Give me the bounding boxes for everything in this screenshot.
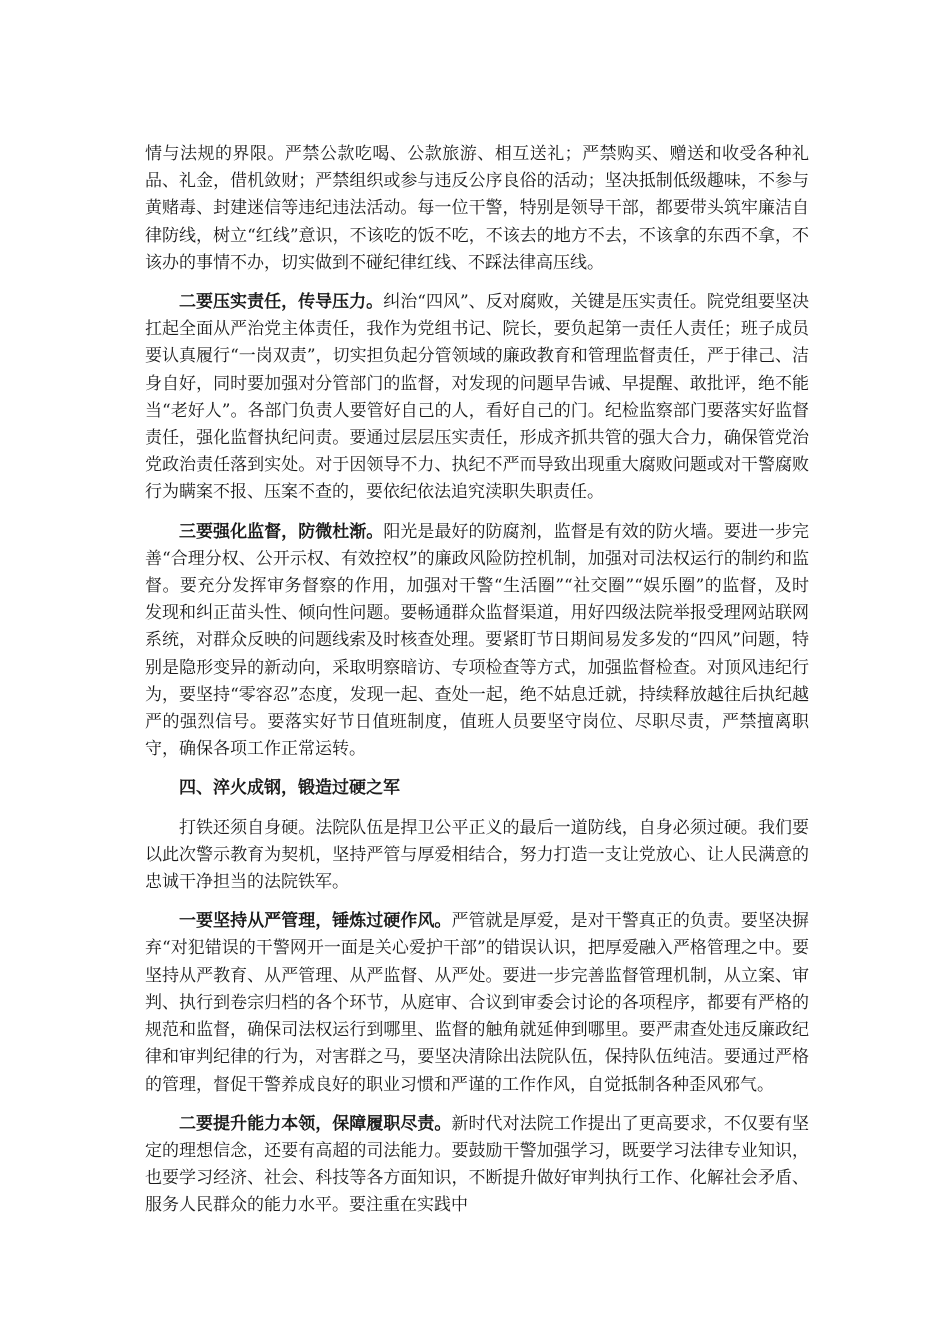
paragraph-text: 情与法规的界限。严禁公款吃喝、公款旅游、相互送礼；严禁购买、赠送和收受各种礼品、礼金，借机敛财；严禁组织或参与违反公序良俗的活动；坚决抵制低级趣味，不参与黄赌毒、封建迷信等违纪违法活动。每一位干警，特别是领导干部，都要带头筑牢廉洁自律防线，树立“红线”意识，不该吃的饭不吃，不该去的地方不去，不该拿的东西不拿，不该办的事情不办，切实做到不碰纪律红线、不踩法律高压线。	[145, 144, 809, 273]
paragraph-lead: 一要坚持从严管理，锤炼过硬作风。	[179, 911, 452, 932]
paragraph-strict-management	[145, 908, 809, 1098]
paragraph-compact-responsibility	[145, 289, 809, 507]
paragraph-lead: 二要提升能力本领，保障履职尽责。	[179, 1113, 452, 1134]
paragraph-text: 打铁还须自身硬。法院队伍是捍卫公平正义的最后一道防线，自身必须过硬。我们要以此次警示教育为契机，坚持严管与厚爱相结合，努力打造一支让党放心、让人民满意的忠诚干净担当的法院铁军。	[145, 817, 809, 893]
paragraph-text: 阳光是最好的防腐剂，监督是有效的防火墙。要进一步完善“合理分权、公开示权、有效控权”的廉政风险防控机制，加强对司法权运行的制约和监督。要充分发挥审务督察的作用，加强对干警“生活圈”“社交圈”“娱乐圈”的监督，及时发现和纠正苗头性、倾向性问题。要畅通群众监督渠道，用好四级法院举报受理网站联网系统，对群众反映的问题线索及时核查处理。要紧盯节日期间易发多发的“四风”问题，特别是隐形变异的新动向，采取明察暗访、专项检查等方式，加强监督检查。对顶风违纪行为，要坚持“零容忍”态度，发现一起、查处一起，绝不姑息迁就，持续释放越往后执纪越严的强烈信号。要落实好节日值班制度，值班人员要坚守岗位、尽职尽责，严禁擅离职守，确保各项工作正常运转。	[145, 521, 810, 760]
paragraph-section-intro	[145, 815, 809, 897]
paragraph-text: 新时代对法院工作提出了更高要求，不仅要有坚定的理想信念，还要有高超的司法能力。要鼓励干警加强学习，既要学习法律专业知识，也要学习经济、社会、科技等各方面知识，不断提升做好审判执行工作、化解社会矛盾、服务人民群众的能力水平。要注重在实践中	[145, 1113, 810, 1216]
paragraph-strengthen-supervision	[145, 519, 809, 764]
paragraph-lead: 三要强化监督，防微杜渐。	[179, 521, 384, 542]
paragraph-continuation	[145, 141, 809, 277]
paragraph-lead: 二要压实责任，传导压力。	[179, 292, 384, 313]
section-heading: 四、淬火成钢，锻造过硬之军	[179, 778, 400, 799]
paragraph-text: 严管就是厚爱，是对干警真正的负责。要坚决摒弃“对犯错误的干警网开一面是关心爱护干部”的错误认识，把厚爱融入严格管理之中。要坚持从严教育、从严管理、从严监督、从严处。要进一步完善监督管理机制，从立案、审判、执行到卷宗归档的各个环节，从庭审、合议到审委会讨论的各项程序，都要有严格的规范和监督，确保司法权运行到哪里、监督的触角就延伸到哪里。要严肃查处违反廉政纪律和审判纪律的行为，对害群之马，要坚决清除出法院队伍，保持队伍纯洁。要通过严格的管理，督促干警养成良好的职业习惯和严谨的工作作风，自觉抵制各种歪风邪气。	[145, 911, 810, 1095]
paragraph-improve-ability	[145, 1111, 809, 1220]
paragraph-text: 纠治“四风”、反对腐败，关键是压实责任。院党组要坚决扛起全面从严治党主体责任，我作为党组书记、院长，要负起第一责任人责任；班子成员要认真履行“一岗双责”，切实担负起分管领域的廉政教育和管理监督责任，严于律己、洁身自好，同时要加强对分管部门的监督，对发现的问题早告诫、早提醒、敢批评，绝不能当“老好人”。各部门负责人要管好自己的人，看好自己的门。纪检监察部门要落实好监督责任，强化监督执纪问责。要通过层层压实责任，形成齐抓共管的强大合力，确保管党治党政治责任落到实处。对于因领导不力、执纪不严而导致出现重大腐败问题或对干警腐败行为瞒案不报、压案不查的，要依纪依法追究渎职失职责任。	[145, 292, 809, 503]
